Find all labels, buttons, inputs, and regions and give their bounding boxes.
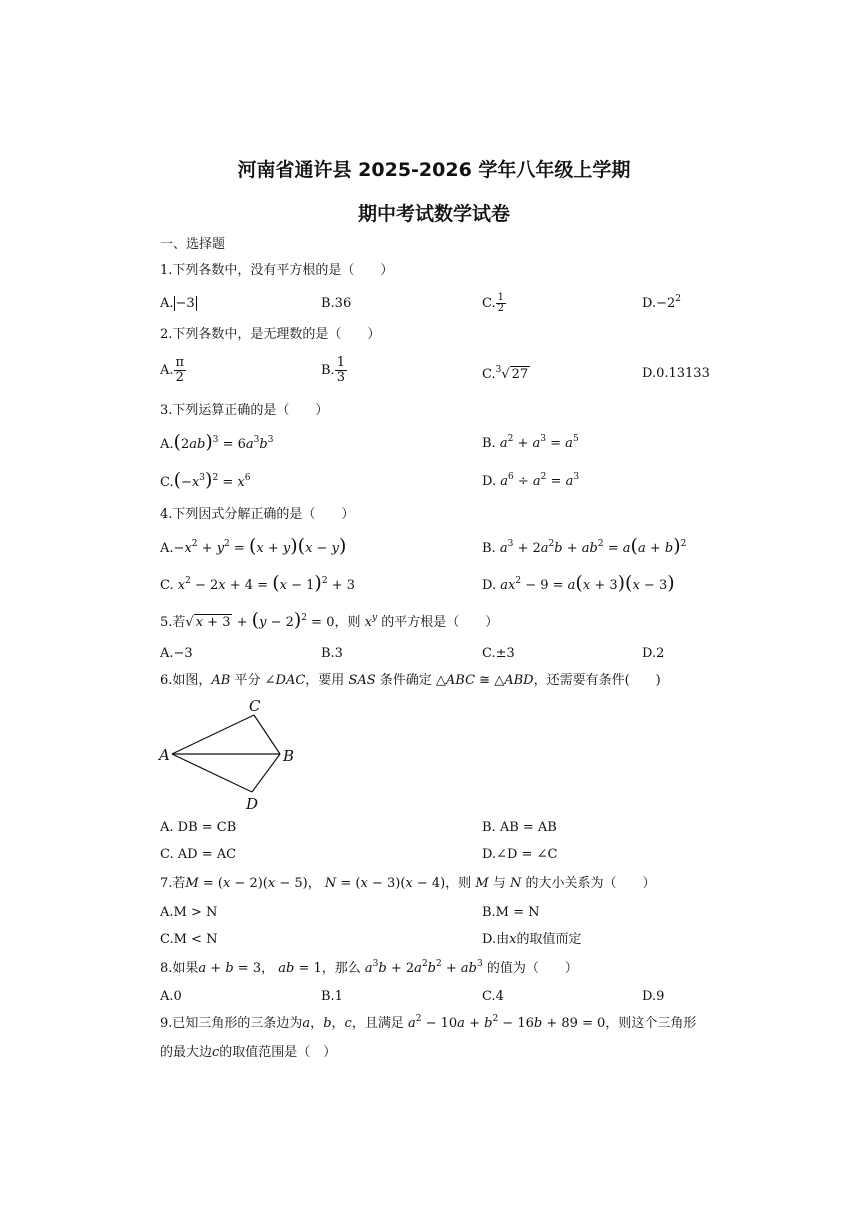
question-1-option-b: B.36 [321, 296, 352, 311]
question-7-option-d: D.由x的取值而定 [482, 932, 582, 947]
segment-ac [172, 715, 254, 754]
question-3-option-c: $C.(-x^3)^2 = x^6$ [160, 469, 251, 491]
question-7-option-a: A.M > N [160, 905, 218, 920]
question-2-option-d: D.0.13133 [642, 366, 710, 381]
question-6-option-c: C. AD = AC [160, 847, 237, 862]
question-5-option-b: B.3 [321, 646, 343, 661]
question-2-option-c: C.$^3$√ 27 [482, 365, 529, 382]
question-3-option-a: $A.(2ab)^3 = 6a^3b^3$ [160, 431, 274, 453]
question-2-stem: 2.下列各数中，是无理数的是（ ） [160, 327, 381, 342]
question-7-option-b: B.M = N [482, 905, 540, 920]
question-6-option-a: A. DB = CB [160, 820, 237, 835]
question-3-option-b: B. $a^2 + a^3 = a^5$ [482, 434, 579, 451]
section-heading: 一、选择题 [160, 237, 226, 252]
question-3-option-d: D. $a^6 \div a^2 = a^3$ [482, 472, 580, 489]
question-4-stem: 4.下列因式分解正确的是（ ） [160, 507, 355, 522]
question-1-option-c: C. $\frac{1}{2}$ [482, 292, 504, 314]
question-3-stem: 3.下列运算正确的是（ ） [160, 403, 329, 418]
question-4-option-d: D. $ax^2 - 9 = a(x + 3)(x - 3)$ [482, 572, 675, 594]
question-9-stem: 9.已知三角形的三条边为a，b，c，且满足 $a^2 - 10a + b^2 - 16b + 89 = 0$，则这个三角形 [160, 1014, 697, 1031]
exam-title: 河南省通许县 2025-2026 学年八年级上学期 [237, 159, 631, 181]
question-8-option-b: B.1 [321, 989, 343, 1004]
question-6-option-b: B. AB = AB [482, 820, 557, 835]
question-4-option-c: C. $x^2 - 2x + 4 = (x - 1)^2 + 3$ [160, 572, 356, 594]
question-5-stem: 5.若√ $x + 3 + (y - 2)^2 = 0$，则 $x^y$ 的平方根是（ ） [160, 609, 499, 631]
question-7-option-c: C.M < N [160, 932, 218, 947]
segment-db [252, 754, 280, 792]
question-4-option-b: B. $a^3 + 2a^2b + ab^2 = a(a + b)^2$ [482, 535, 687, 557]
question-9-stem-line2: 的最大边c的取值范围是（ ） [160, 1045, 337, 1060]
question-4-option-a: $A.-x^2 + y^2 = (x + y)(x - y)$ [160, 535, 347, 557]
question-5-option-c: C.±3 [482, 646, 515, 661]
question-8-stem: 8.如果a + b = 3， ab = 1，那么 $a^3b + 2a^2b^2 + ab^3$ 的值为（ ） [160, 959, 578, 976]
question-5-option-d: D.2 [642, 646, 665, 661]
question-6-figure [158, 697, 308, 812]
label-a: A [159, 746, 170, 764]
question-8-option-a: A.0 [160, 989, 182, 1004]
label-d: D [246, 795, 259, 812]
question-7-stem: 7.若M = (x − 2)(x − 5)， N = (x − 3)(x − 4)，则 M 与 N 的大小关系为（ ） [160, 876, 656, 891]
question-8-option-c: C.4 [482, 989, 504, 1004]
question-8-option-d: D.9 [642, 989, 665, 1004]
label-c: C [249, 697, 261, 715]
question-2-option-a: A. $\frac{\pi}{2}$ [160, 355, 185, 385]
question-6-stem: 6.如图，AB 平分 ∠DAC，要用 SAS 条件确定 △ABC ≅ △ABD，还需要有条件( ) [160, 673, 661, 688]
exam-subtitle: 期中考试数学试卷 [357, 203, 510, 225]
question-1-option-d: $D.-2^2$ [642, 294, 681, 311]
segment-cb [254, 715, 280, 754]
question-1-option-a: A. −3 [160, 296, 195, 311]
question-1-stem: 1.下列各数中，没有平方根的是（ ） [160, 263, 394, 278]
question-2-option-b: B. $\frac{1}{3}$ [321, 355, 345, 385]
segment-ad [172, 754, 252, 792]
label-b: B [283, 747, 295, 765]
question-6-option-d: D.∠D = ∠C [482, 847, 558, 862]
question-5-option-a: A.−3 [160, 646, 193, 661]
